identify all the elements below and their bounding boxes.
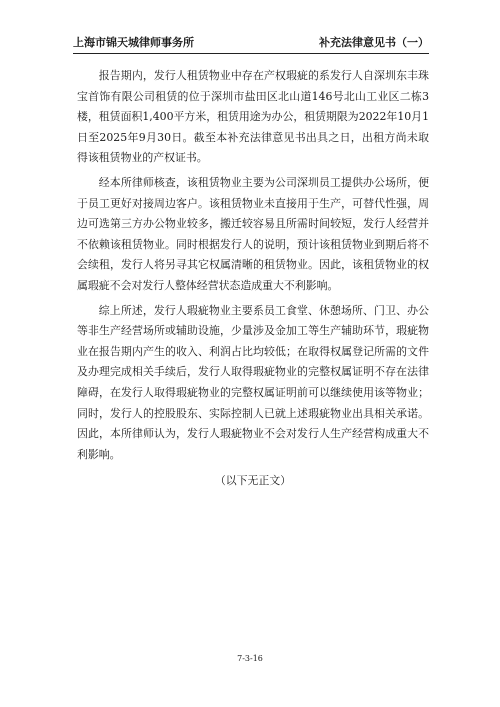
law-firm-name: 上海市锦天城律师事务所 xyxy=(73,36,194,49)
header-divider xyxy=(73,53,429,54)
page-number: 7-3-16 xyxy=(237,654,263,663)
end-of-text-note: （以下无正文） xyxy=(214,474,292,488)
document-body xyxy=(77,66,429,492)
paragraph-verification: 经本所律师核查，该租赁物业主要为公司深圳员工提供办公场所，便于员工更好对接周边客户。该租赁物业未直接用于生产，可替代性强，周边可选第三方办公物业较多，搬迁较容易且所需时间较短，发行人经营并不依赖该租赁物业。同时根据发行人的说明，预计该租赁物业到期后将不会续租，发行人将另寻其它权属清晰的租赁物业。因此，该租赁物业的权属瑕疵不会对发行人整体经营状态造成重大不利影响。 xyxy=(77,175,429,292)
page-header xyxy=(73,36,429,50)
document-title: 补充法律意见书（一） xyxy=(319,36,429,49)
paragraph-lease-property: 报告期内，发行人租赁物业中存在产权瑕疵的系发行人自深圳东丰珠宝首饰有限公司租赁的位于深圳市盐田区北山道146号北山工业区二栋3楼，租赁面积1,400平方米，租赁用途为办公，租赁期限为2022年10月1日至2025年9月30日。截至本补充法律意见书出具之日，出租方尚未取得该租赁物业的产权证书。 xyxy=(77,69,429,165)
paragraph-conclusion: 综上所述，发行人瑕疵物业主要系员工食堂、休憩场所、门卫、办公等非生产经营场所或辅助设施，少量涉及金加工等生产辅助环节，瑕疵物业在报告期内产生的收入、利润占比均较低；在取得权属登记所需的文件及办理完成相关手续后，发行人取得瑕疵物业的完整权属证明不存在法律障碍，在发行人取得瑕疵物业的完整权属证明前可以继续使用该等物业；同时，发行人的控股股东、实际控制人已就上述瑕疵物业出具相关承诺。因此，本所律师认为，发行人瑕疵物业不会对发行人生产经营构成重大不利影响。 xyxy=(77,303,429,461)
